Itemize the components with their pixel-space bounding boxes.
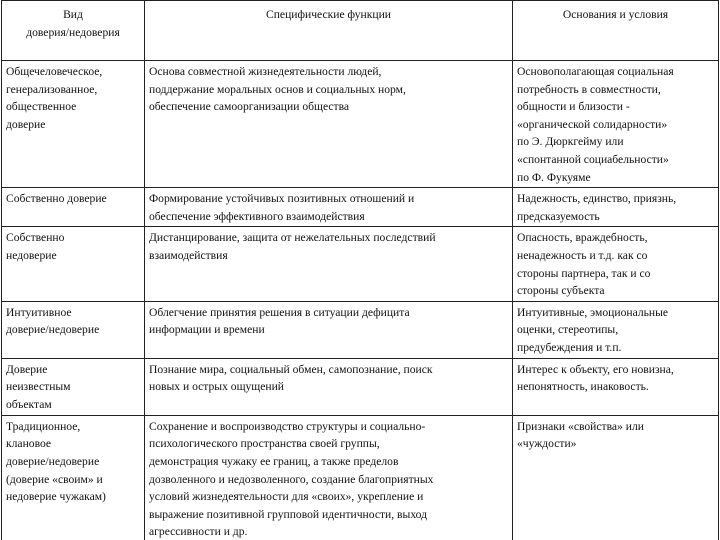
- table-row: [2, 188, 719, 227]
- cell-type: [2, 301, 145, 358]
- cell-conditions-text: Основополагающая социальная потребность в совместности, общности и близости - «органической солидарности» по Э. Дюркгейму или «спонтанной социабельности» по Ф. Фукуяме: [517, 65, 674, 184]
- table-row: [2, 358, 719, 415]
- cell-type-text: Традиционное, клановое доверие/недоверие (доверие «своим» и недоверие чужакам): [6, 419, 106, 504]
- cell-functions-text: Дистанцирование, защита от нежелательных последствий взаимодействия: [149, 231, 436, 262]
- header-functions: [145, 1, 513, 61]
- cell-type: [2, 415, 145, 540]
- cell-type: [2, 358, 145, 415]
- cell-conditions: [513, 358, 719, 415]
- cell-type-text: Доверие неизвестным объектам: [6, 362, 71, 411]
- cell-functions: [145, 227, 513, 301]
- cell-conditions: [513, 415, 719, 540]
- cell-conditions-text: Надежность, единство, приязнь, предсказуемость: [517, 192, 677, 223]
- header-type-label: Вид доверия/недоверия: [26, 8, 120, 39]
- header-type: [2, 1, 145, 61]
- cell-conditions: [513, 61, 719, 188]
- cell-functions: [145, 358, 513, 415]
- cell-type-text: Собственно доверие: [6, 192, 107, 206]
- cell-functions: [145, 188, 513, 227]
- cell-functions: [145, 415, 513, 540]
- cell-type: [2, 227, 145, 301]
- cell-functions-text: Формирование устойчивых позитивных отношений и обеспечение эффективного взаимодействия: [149, 192, 415, 223]
- cell-conditions-text: Опасность, враждебность, ненадежность и т.д. как со стороны партнера, так и со стороны субъекта: [517, 231, 651, 298]
- cell-functions-text: Облегчение принятия решения в ситуации дефицита информации и времени: [149, 305, 410, 337]
- table-row: [2, 61, 719, 188]
- trust-distrust-table: [1, 0, 719, 540]
- table-header-row: [2, 1, 719, 61]
- header-conditions-label: Основания и условия: [562, 8, 669, 21]
- cell-conditions: [513, 301, 719, 358]
- table-row: [2, 301, 719, 358]
- table-row: [2, 415, 719, 540]
- cell-functions-text: Сохранение и воспроизводство структуры и социально- психологического пространства своей группы, демонстрация чужаку ее границ, а также пределов дозволенного и недозволенного, создание благоприятных условий жизнедеятельности для «своих», укрепление и выражение позитивной групповой идентичности, выход агрессивности и др.: [149, 419, 434, 539]
- cell-functions: [145, 301, 513, 358]
- header-functions-label: Специфические функции: [266, 8, 391, 21]
- cell-conditions-text: Интуитивные, эмоциональные оценки, стереотипы, предубеждения и т.п.: [517, 305, 669, 354]
- cell-type: [2, 61, 145, 188]
- cell-conditions-text: Интерес к объекту, его новизна, непонятность, инаковость.: [517, 362, 674, 394]
- table-row: [2, 227, 719, 301]
- cell-type-text: Интуитивное доверие/недоверие: [6, 305, 100, 337]
- cell-conditions: [513, 227, 719, 301]
- cell-functions-text: Познание мира, социальный обмен, самопознание, поиск новых и острых ощущений: [149, 362, 433, 394]
- cell-type-text: Общечеловеческое, генерализованное, общественное доверие: [6, 65, 103, 131]
- cell-type-text: Собственно недоверие: [6, 231, 65, 262]
- cell-functions: [145, 61, 513, 188]
- cell-functions-text: Основа совместной жизнедеятельности людей, поддержание моральных основ и социальных норм, обеспечение самоорганизации общества: [149, 65, 406, 114]
- cell-conditions: [513, 188, 719, 227]
- header-conditions: [513, 1, 719, 61]
- cell-conditions-text: Признаки «свойства» или «чуждости»: [517, 419, 644, 451]
- cell-type: [2, 188, 145, 227]
